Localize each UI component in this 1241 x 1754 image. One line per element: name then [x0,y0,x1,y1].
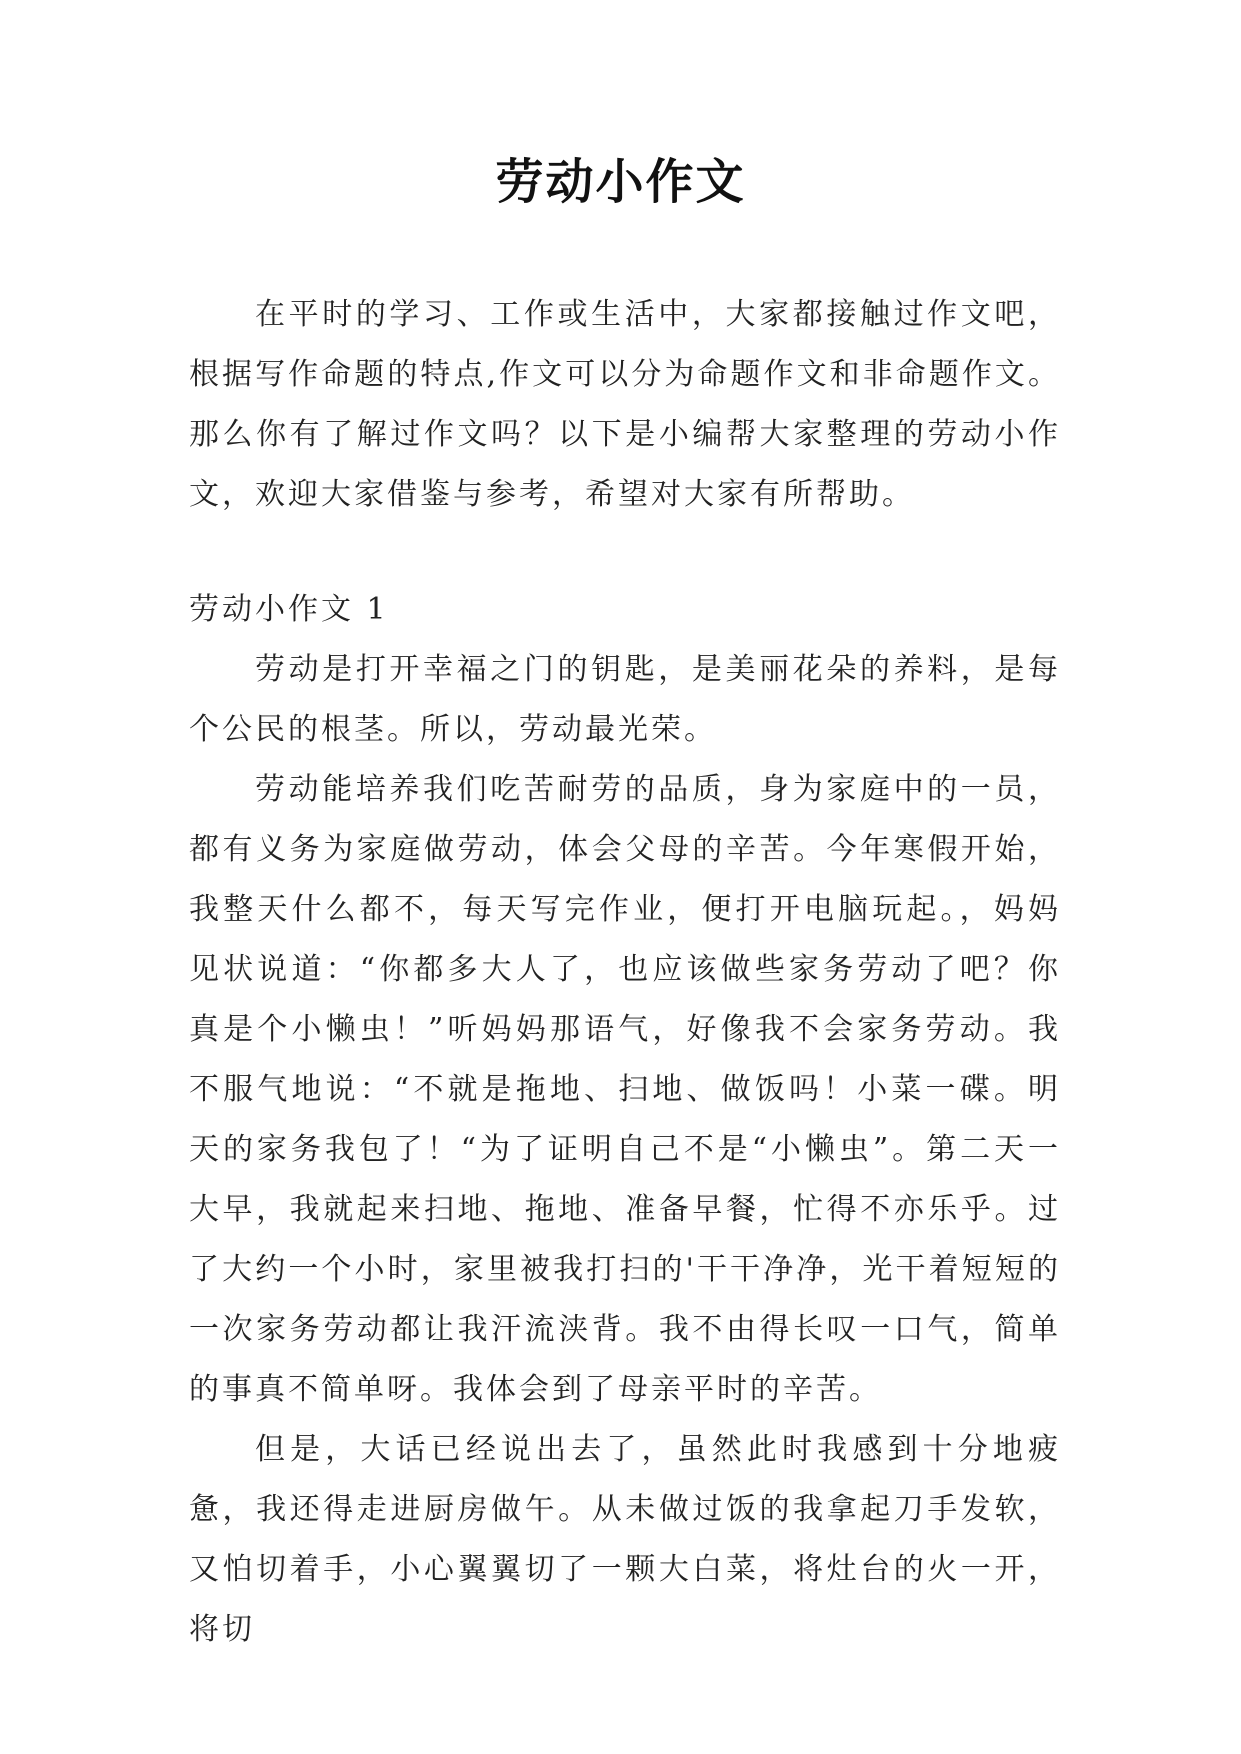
document-title: 劳动小作文 [495,154,746,210]
body-paragraph-3: 但是，大话已经说出去了，虽然此时我感到十分地疲惫，我还得走进厨房做午。从未做过饭的我拿起刀手发软，又怕切着手，小心翼翼切了一颗大白菜，将灶台的火一开，将切 [189,1432,1061,1647]
intro-block [189,285,1061,525]
section-heading: 劳动小作文 1 [189,592,389,627]
intro-paragraph: 在平时的学习、工作或生活中，大家都接触过作文吧，根据写作命题的特点,作文可以分为命题作文和非命题作文。那么你有了解过作文吗？以下是小编帮大家整理的劳动小作文，欢迎大家借鉴与参考，希望对大家有所帮助。 [189,297,1061,512]
body-paragraph-2: 劳动能培养我们吃苦耐劳的品质，身为家庭中的一员，都有义务为家庭做劳动，体会父母的辛苦。今年寒假开始，我整天什么都不，每天写完作业，便打开电脑玩起。，妈妈见状说道：“你都多大人了，也应该做些家务劳动了吧？你真是个小懒虫！”听妈妈那语气，好像我不会家务劳动。我不服气地说：“不就是拖地、扫地、做饭吗！小菜一碟。明天的家务我包了！“为了证明自己不是“小懒虫”。第二天一大早，我就起来扫地、拖地、准备早餐，忙得不亦乐乎。过了大约一个小时，家里被我打扫的'干干净净，光干着短短的一次家务劳动都让我汗流浃背。我不由得长叹一口气，简单的事真不简单呀。我体会到了母亲平时的辛苦。 [189,772,1061,1407]
essay-section-1 [189,580,1061,1660]
body-paragraph-1: 劳动是打开幸福之门的钥匙，是美丽花朵的养料，是每个公民的根茎。所以，劳动最光荣。 [189,652,1061,747]
